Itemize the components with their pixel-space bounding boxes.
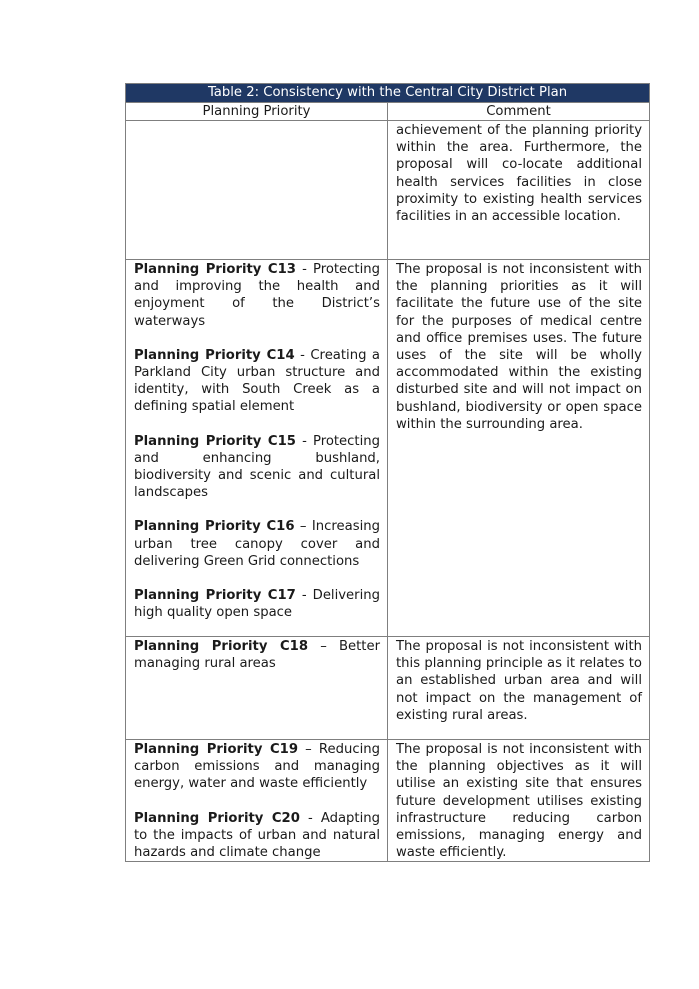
priority-code: Planning Priority C19 <box>134 742 299 757</box>
comment-text: The proposal is not inconsistent with the planning priorities as it will facilitate the future use of the site for the purposes of medical centre and office premises uses. The future uses of the site will be wholly accommodated within the existing disturbed site and will not impact on bushland, biodiversity or open space within the surrounding area. <box>396 262 642 432</box>
comment-cell <box>388 121 650 260</box>
table-row <box>126 740 650 862</box>
header-planning-priority: Planning Priority <box>126 103 388 121</box>
priority-item <box>134 587 380 621</box>
comment-text: The proposal is not inconsistent with the planning objectives as it will utilise an existing site that ensures future development utilises existing infrastructure reducing carbon emissions, managing energy and waste efficiently. <box>396 742 642 861</box>
priority-item <box>134 810 380 862</box>
priority-description: – Increasing urban tree canopy cover and delivering Green Grid connections <box>134 519 380 569</box>
table-title-row <box>126 84 650 103</box>
priority-code: Planning Priority C20 <box>134 810 300 826</box>
priority-description: - Delivering high quality open space <box>134 588 380 621</box>
priority-code: Planning Priority C18 <box>134 639 309 654</box>
priority-item <box>134 433 380 502</box>
priority-cell <box>126 260 388 637</box>
priority-item <box>134 741 380 793</box>
priority-code: Planning Priority C16 <box>134 519 295 535</box>
priority-description: - Creating a Parkland City urban structure and identity, with South Creek as a defining spatial element <box>134 347 380 415</box>
priority-description: – Better managing rural areas <box>134 639 380 672</box>
comment-text: The proposal is not inconsistent with this planning principle as it relates to an established urban area and will not impact on the management of existing rural areas. <box>396 639 642 723</box>
comment-cell <box>388 637 650 740</box>
priority-description: - Protecting and enhancing bushland, biodiversity and scenic and cultural landscapes <box>134 433 380 501</box>
priority-description: – Reducing carbon emissions and managing energy, water and waste efficiently <box>134 742 380 792</box>
priority-description: - Adapting to the impacts of urban and natural hazards and climate change <box>134 810 380 861</box>
consistency-table <box>125 83 650 862</box>
priority-cell <box>126 637 388 740</box>
priority-code: Planning Priority C13 <box>134 262 296 277</box>
priority-code: Planning Priority C14 <box>134 347 295 363</box>
comment-cell <box>388 260 650 637</box>
priority-code: Planning Priority C15 <box>134 433 296 449</box>
priority-item <box>134 518 380 570</box>
table-row <box>126 637 650 740</box>
priority-cell <box>126 740 388 862</box>
comment-cell <box>388 740 650 862</box>
header-comment: Comment <box>388 103 650 121</box>
priority-item <box>134 347 380 416</box>
table-header-row <box>126 103 650 121</box>
priority-description: - Protecting and improving the health and enjoyment of the District’s waterways <box>134 262 380 329</box>
priority-item <box>134 638 380 672</box>
priority-cell <box>126 121 388 260</box>
table-row <box>126 260 650 637</box>
table-row <box>126 121 650 260</box>
comment-text: achievement of the planning priority within the area. Furthermore, the proposal will co-locate additional health services facilities in close proximity to existing health services facilities in an accessible location. <box>396 123 642 225</box>
priority-code: Planning Priority C17 <box>134 588 296 604</box>
table-title: Table 2: Consistency with the Central City District Plan <box>126 84 650 103</box>
priority-item <box>134 261 380 330</box>
